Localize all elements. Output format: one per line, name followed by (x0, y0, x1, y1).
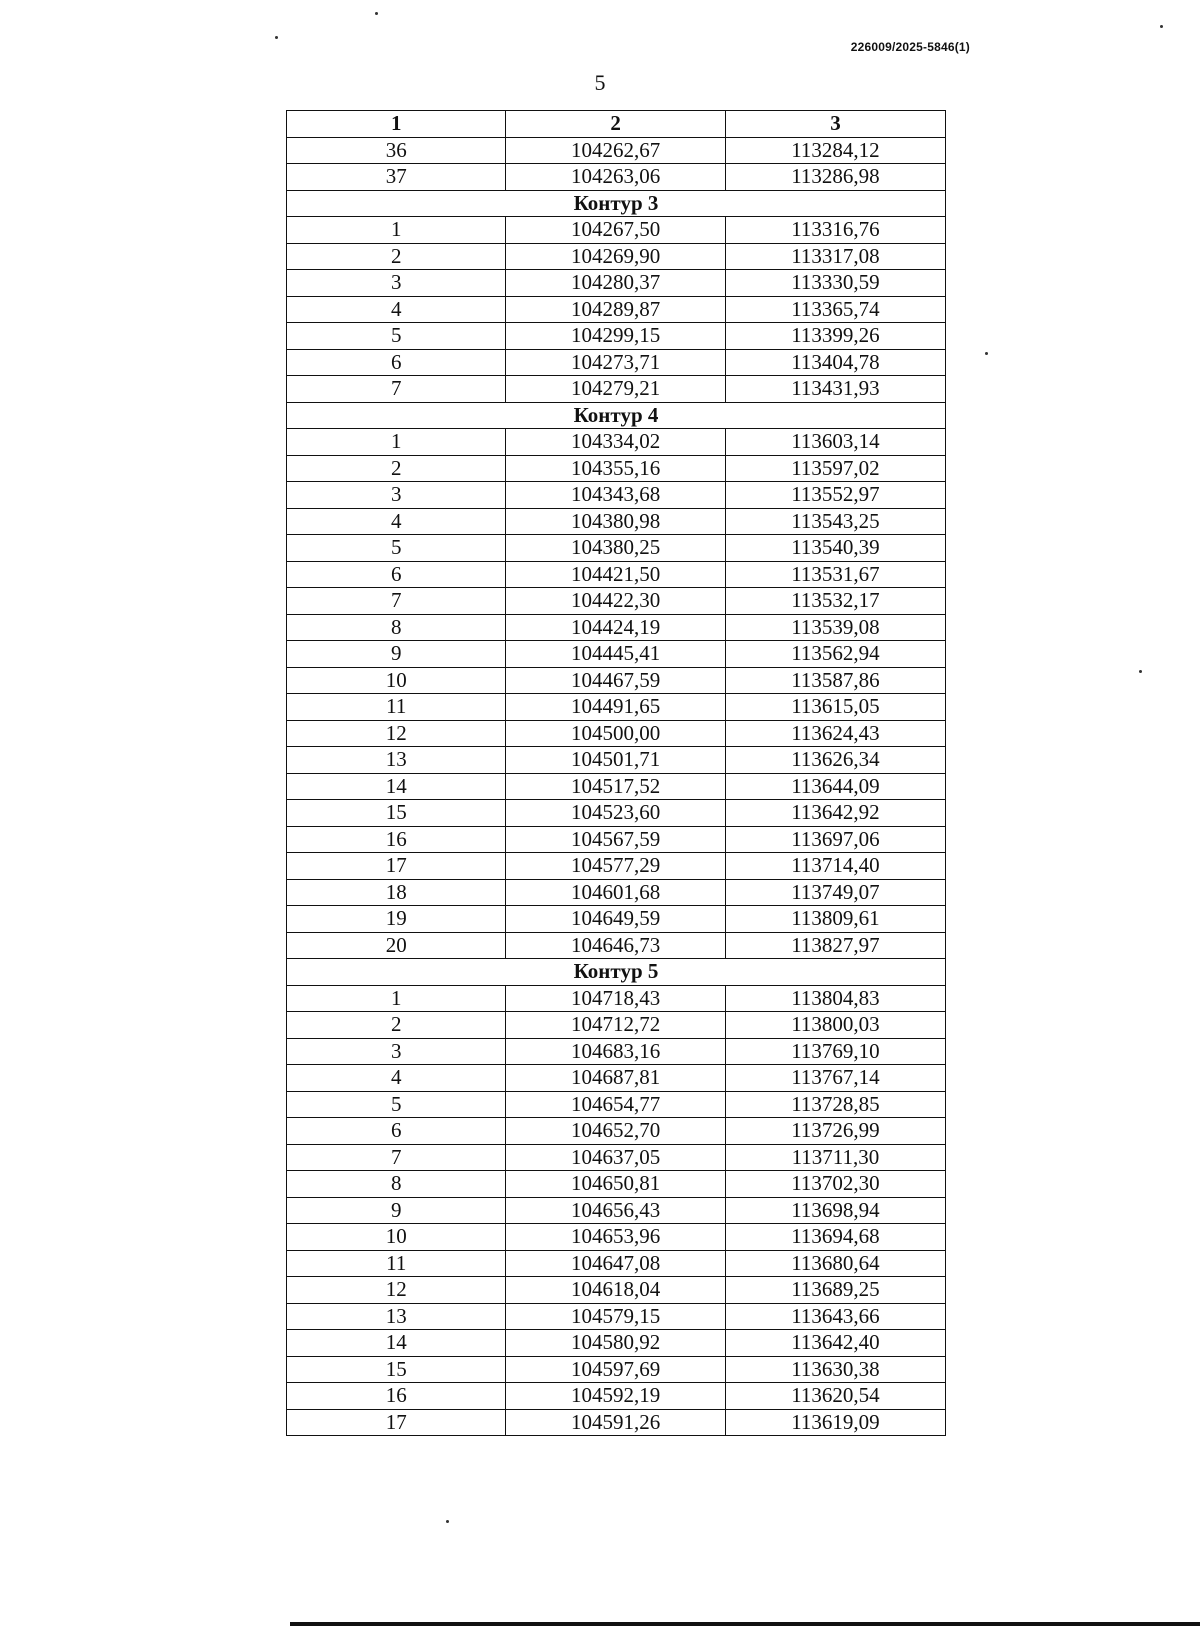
table-row (287, 561, 946, 588)
column-header-1: 1 (287, 111, 506, 138)
point-number-cell: 2 (287, 243, 506, 270)
table-row (287, 1356, 946, 1383)
coordinate-y-cell: 113543,25 (725, 508, 945, 535)
point-number-cell: 13 (287, 1303, 506, 1330)
point-number-cell: 14 (287, 1330, 506, 1357)
scan-speck (1139, 670, 1142, 673)
coordinate-y-cell: 113689,25 (725, 1277, 945, 1304)
coordinate-x-cell: 104637,05 (506, 1144, 725, 1171)
coordinate-x-cell: 104501,71 (506, 747, 725, 774)
coordinate-y-cell: 113749,07 (725, 879, 945, 906)
coordinate-x-cell: 104289,87 (506, 296, 725, 323)
table-row (287, 667, 946, 694)
coordinate-x-cell: 104380,25 (506, 535, 725, 562)
point-number-cell: 8 (287, 1171, 506, 1198)
point-number-cell: 13 (287, 747, 506, 774)
table-row (287, 800, 946, 827)
point-number-cell: 5 (287, 535, 506, 562)
point-number-cell: 17 (287, 853, 506, 880)
table-row (287, 323, 946, 350)
coordinate-y-cell: 113624,43 (725, 720, 945, 747)
coordinate-x-cell: 104269,90 (506, 243, 725, 270)
coordinate-y-cell: 113804,83 (725, 985, 945, 1012)
point-number-cell: 18 (287, 879, 506, 906)
coordinate-x-cell: 104647,08 (506, 1250, 725, 1277)
coordinate-x-cell: 104592,19 (506, 1383, 725, 1410)
coordinate-y-cell: 113316,76 (725, 217, 945, 244)
column-header-2: 2 (506, 111, 725, 138)
table-row (287, 508, 946, 535)
table-row (287, 164, 946, 191)
scan-speck (1160, 25, 1163, 28)
point-number-cell: 5 (287, 323, 506, 350)
point-number-cell: 8 (287, 614, 506, 641)
table-body (287, 137, 946, 1436)
header-row (287, 111, 946, 138)
point-number-cell: 37 (287, 164, 506, 191)
section-row (287, 402, 946, 429)
coordinate-x-cell: 104523,60 (506, 800, 725, 827)
coordinate-x-cell: 104355,16 (506, 455, 725, 482)
section-label: Контур 5 (287, 959, 946, 986)
table-row (287, 482, 946, 509)
coordinate-x-cell: 104445,41 (506, 641, 725, 668)
coordinate-y-cell: 113711,30 (725, 1144, 945, 1171)
table-row (287, 1277, 946, 1304)
coordinate-y-cell: 113767,14 (725, 1065, 945, 1092)
coordinate-x-cell: 104299,15 (506, 323, 725, 350)
table-row (287, 1171, 946, 1198)
coordinate-x-cell: 104343,68 (506, 482, 725, 509)
coordinate-y-cell: 113809,61 (725, 906, 945, 933)
table-row (287, 1409, 946, 1436)
coordinate-y-cell: 113540,39 (725, 535, 945, 562)
coordinate-x-cell: 104263,06 (506, 164, 725, 191)
coordinate-y-cell: 113800,03 (725, 1012, 945, 1039)
coordinate-y-cell: 113697,06 (725, 826, 945, 853)
coordinate-x-cell: 104467,59 (506, 667, 725, 694)
coordinate-y-cell: 113284,12 (725, 137, 945, 164)
coordinate-y-cell: 113702,30 (725, 1171, 945, 1198)
coordinate-x-cell: 104334,02 (506, 429, 725, 456)
table-row (287, 455, 946, 482)
table-row (287, 1012, 946, 1039)
point-number-cell: 3 (287, 1038, 506, 1065)
point-number-cell: 11 (287, 1250, 506, 1277)
coordinate-y-cell: 113587,86 (725, 667, 945, 694)
section-row (287, 190, 946, 217)
scan-bottom-edge (290, 1622, 1200, 1626)
point-number-cell: 4 (287, 1065, 506, 1092)
coordinate-y-cell: 113619,09 (725, 1409, 945, 1436)
coordinate-y-cell: 113714,40 (725, 853, 945, 880)
coordinate-x-cell: 104273,71 (506, 349, 725, 376)
coordinate-y-cell: 113603,14 (725, 429, 945, 456)
point-number-cell: 10 (287, 667, 506, 694)
coordinate-y-cell: 113597,02 (725, 455, 945, 482)
coordinate-x-cell: 104424,19 (506, 614, 725, 641)
point-number-cell: 15 (287, 800, 506, 827)
coordinate-y-cell: 113644,09 (725, 773, 945, 800)
table-row (287, 1144, 946, 1171)
scan-speck (375, 12, 378, 15)
coordinate-x-cell: 104652,70 (506, 1118, 725, 1145)
table-row (287, 720, 946, 747)
coordinate-x-cell: 104687,81 (506, 1065, 725, 1092)
coordinate-y-cell: 113726,99 (725, 1118, 945, 1145)
coordinate-y-cell: 113728,85 (725, 1091, 945, 1118)
coordinate-y-cell: 113286,98 (725, 164, 945, 191)
table-row (287, 1065, 946, 1092)
table-row (287, 932, 946, 959)
page-number: 5 (594, 70, 606, 95)
table-row (287, 296, 946, 323)
coordinate-y-cell: 113431,93 (725, 376, 945, 403)
point-number-cell: 2 (287, 1012, 506, 1039)
table-row (287, 1118, 946, 1145)
point-number-cell: 7 (287, 1144, 506, 1171)
point-number-cell: 3 (287, 270, 506, 297)
coordinate-y-cell: 113630,38 (725, 1356, 945, 1383)
point-number-cell: 2 (287, 455, 506, 482)
coordinate-y-cell: 113531,67 (725, 561, 945, 588)
coordinate-x-cell: 104597,69 (506, 1356, 725, 1383)
column-header-3: 3 (725, 111, 945, 138)
point-number-cell: 3 (287, 482, 506, 509)
table-row (287, 614, 946, 641)
point-number-cell: 4 (287, 508, 506, 535)
coordinate-x-cell: 104579,15 (506, 1303, 725, 1330)
table-row (287, 429, 946, 456)
coordinate-x-cell: 104580,92 (506, 1330, 725, 1357)
point-number-cell: 5 (287, 1091, 506, 1118)
coordinate-y-cell: 113827,97 (725, 932, 945, 959)
coordinate-y-cell: 113698,94 (725, 1197, 945, 1224)
point-number-cell: 11 (287, 694, 506, 721)
table-row (287, 1038, 946, 1065)
scan-speck (275, 36, 278, 39)
table-header (287, 111, 946, 138)
point-number-cell: 19 (287, 906, 506, 933)
coordinate-y-cell: 113643,66 (725, 1303, 945, 1330)
coordinate-x-cell: 104712,72 (506, 1012, 725, 1039)
coordinate-y-cell: 113642,40 (725, 1330, 945, 1357)
point-number-cell: 14 (287, 773, 506, 800)
coordinate-x-cell: 104262,67 (506, 137, 725, 164)
coordinates-table (286, 110, 946, 1436)
coordinate-x-cell: 104718,43 (506, 985, 725, 1012)
table-row (287, 641, 946, 668)
point-number-cell: 15 (287, 1356, 506, 1383)
table-row (287, 217, 946, 244)
coordinate-y-cell: 113365,74 (725, 296, 945, 323)
point-number-cell: 7 (287, 376, 506, 403)
coordinate-y-cell: 113615,05 (725, 694, 945, 721)
coordinate-x-cell: 104649,59 (506, 906, 725, 933)
coordinate-y-cell: 113680,64 (725, 1250, 945, 1277)
point-number-cell: 1 (287, 985, 506, 1012)
coordinate-x-cell: 104422,30 (506, 588, 725, 615)
table-row (287, 137, 946, 164)
point-number-cell: 36 (287, 137, 506, 164)
point-number-cell: 12 (287, 1277, 506, 1304)
coordinate-y-cell: 113330,59 (725, 270, 945, 297)
coordinate-y-cell: 113562,94 (725, 641, 945, 668)
point-number-cell: 6 (287, 561, 506, 588)
point-number-cell: 20 (287, 932, 506, 959)
point-number-cell: 9 (287, 641, 506, 668)
coordinate-y-cell: 113694,68 (725, 1224, 945, 1251)
coordinate-x-cell: 104656,43 (506, 1197, 725, 1224)
table-row (287, 243, 946, 270)
coordinate-x-cell: 104380,98 (506, 508, 725, 535)
coordinate-y-cell: 113404,78 (725, 349, 945, 376)
coordinate-x-cell: 104267,50 (506, 217, 725, 244)
table-row (287, 879, 946, 906)
scan-speck (985, 352, 988, 355)
coordinate-x-cell: 104618,04 (506, 1277, 725, 1304)
point-number-cell: 10 (287, 1224, 506, 1251)
coordinate-x-cell: 104421,50 (506, 561, 725, 588)
coordinate-y-cell: 113539,08 (725, 614, 945, 641)
coordinate-x-cell: 104646,73 (506, 932, 725, 959)
point-number-cell: 6 (287, 1118, 506, 1145)
coordinate-y-cell: 113769,10 (725, 1038, 945, 1065)
coordinate-x-cell: 104650,81 (506, 1171, 725, 1198)
coordinate-x-cell: 104517,52 (506, 773, 725, 800)
table-row (287, 906, 946, 933)
table-row (287, 747, 946, 774)
section-row (287, 959, 946, 986)
point-number-cell: 4 (287, 296, 506, 323)
scan-speck (446, 1520, 449, 1523)
table-row (287, 694, 946, 721)
coordinate-y-cell: 113317,08 (725, 243, 945, 270)
table-row (287, 1250, 946, 1277)
coordinate-x-cell: 104683,16 (506, 1038, 725, 1065)
document-reference: 226009/2025-5846(1) (850, 40, 970, 54)
coordinate-x-cell: 104500,00 (506, 720, 725, 747)
point-number-cell: 1 (287, 217, 506, 244)
coordinate-x-cell: 104654,77 (506, 1091, 725, 1118)
table-row (287, 1197, 946, 1224)
point-number-cell: 9 (287, 1197, 506, 1224)
coordinate-y-cell: 113626,34 (725, 747, 945, 774)
point-number-cell: 7 (287, 588, 506, 615)
table-row (287, 773, 946, 800)
coordinate-y-cell: 113399,26 (725, 323, 945, 350)
table-row (287, 1383, 946, 1410)
table-row (287, 985, 946, 1012)
coordinate-y-cell: 113642,92 (725, 800, 945, 827)
coordinate-x-cell: 104653,96 (506, 1224, 725, 1251)
coordinate-y-cell: 113552,97 (725, 482, 945, 509)
point-number-cell: 16 (287, 826, 506, 853)
section-label: Контур 4 (287, 402, 946, 429)
table-row (287, 535, 946, 562)
coordinate-x-cell: 104279,21 (506, 376, 725, 403)
coordinate-x-cell: 104601,68 (506, 879, 725, 906)
coordinate-x-cell: 104577,29 (506, 853, 725, 880)
table-row (287, 588, 946, 615)
table-row (287, 1330, 946, 1357)
point-number-cell: 17 (287, 1409, 506, 1436)
coordinate-x-cell: 104567,59 (506, 826, 725, 853)
section-label: Контур 3 (287, 190, 946, 217)
coordinate-y-cell: 113532,17 (725, 588, 945, 615)
table-row (287, 853, 946, 880)
point-number-cell: 12 (287, 720, 506, 747)
table-row (287, 1224, 946, 1251)
coordinate-x-cell: 104280,37 (506, 270, 725, 297)
coordinate-x-cell: 104591,26 (506, 1409, 725, 1436)
table-row (287, 349, 946, 376)
table-row (287, 826, 946, 853)
table-row (287, 1091, 946, 1118)
point-number-cell: 16 (287, 1383, 506, 1410)
coordinate-x-cell: 104491,65 (506, 694, 725, 721)
point-number-cell: 6 (287, 349, 506, 376)
coordinate-y-cell: 113620,54 (725, 1383, 945, 1410)
table-row (287, 376, 946, 403)
point-number-cell: 1 (287, 429, 506, 456)
table-row (287, 1303, 946, 1330)
table-row (287, 270, 946, 297)
